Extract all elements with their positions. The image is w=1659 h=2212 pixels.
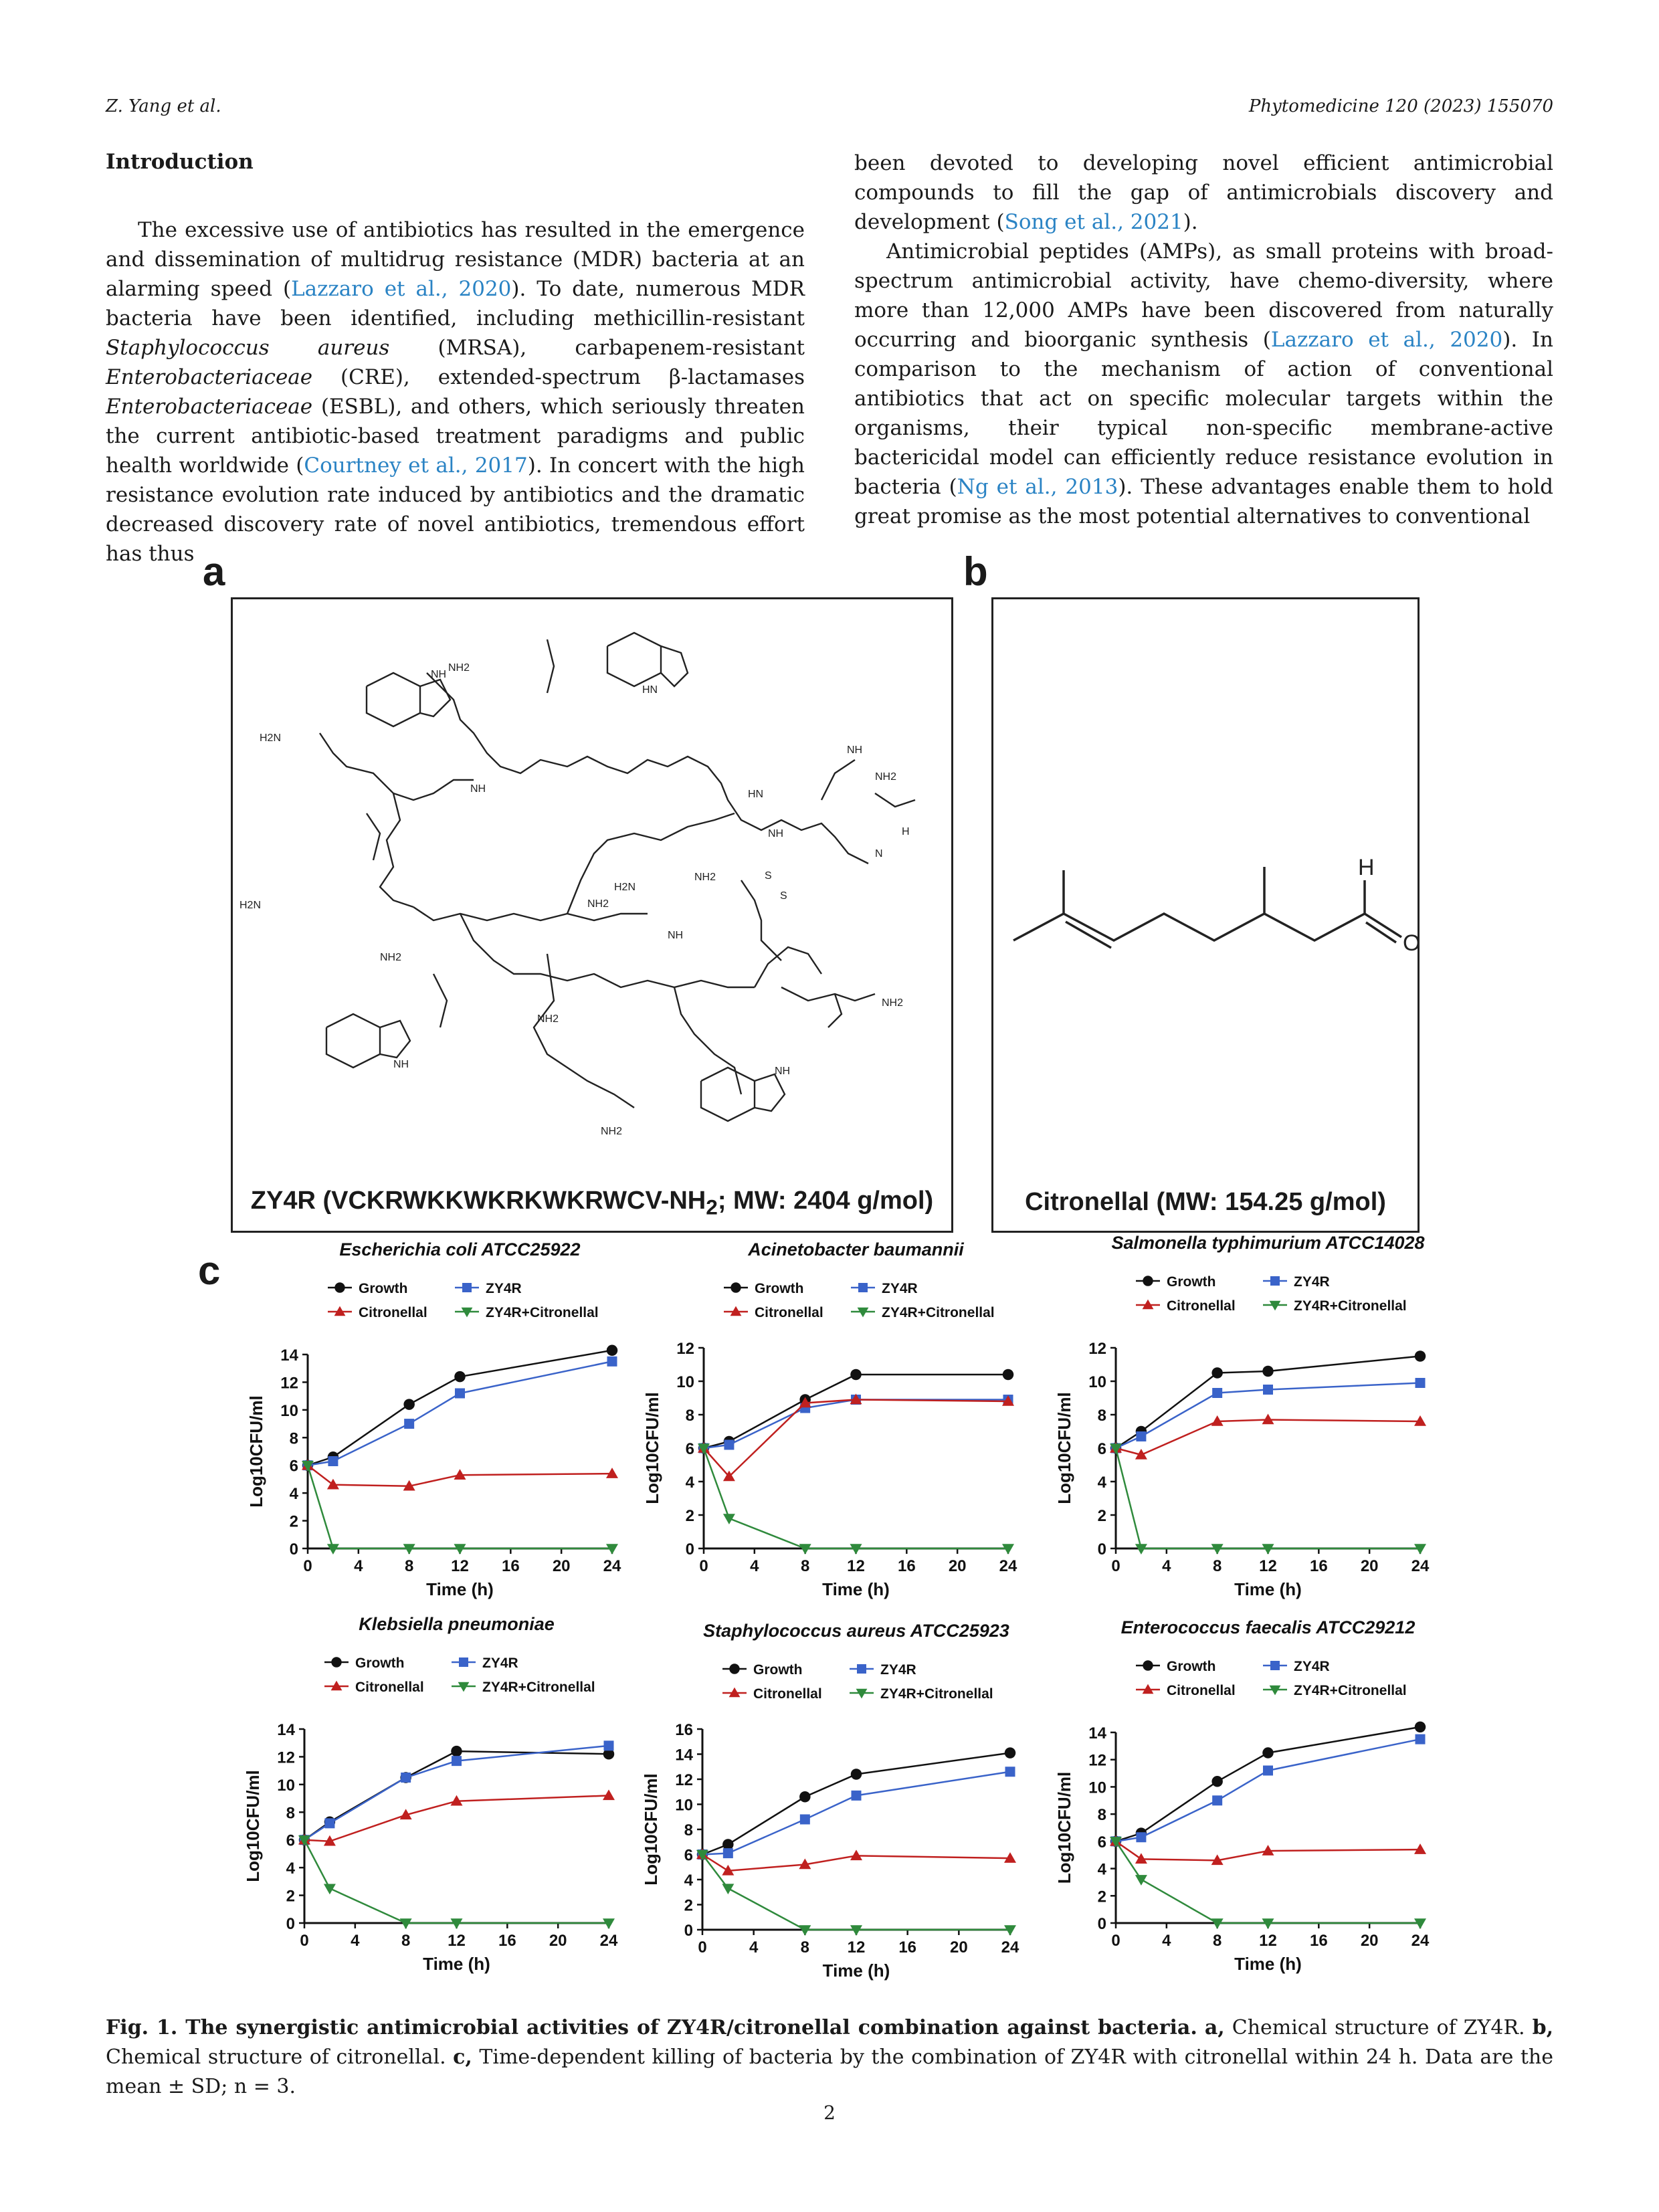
data-point (850, 1369, 862, 1381)
series-line (704, 1375, 1008, 1448)
data-point (404, 1419, 414, 1429)
y-tick-label: 4 (685, 1474, 694, 1492)
legend-label: ZY4R (882, 1281, 918, 1296)
y-tick-label: 6 (1097, 1833, 1106, 1851)
y-tick-label: 2 (685, 1507, 694, 1525)
y-tick-label: 2 (684, 1896, 693, 1915)
y-tick-label: 6 (685, 1440, 694, 1458)
data-point (403, 1399, 415, 1410)
legend-label: ZY4R (880, 1662, 916, 1678)
chart-title: Klebsiella pneumoniae (359, 1614, 555, 1634)
citation-link[interactable]: Lazzaro et al., 2020 (1270, 328, 1503, 352)
atom-label: S (780, 890, 787, 902)
legend-label: ZY4R+Citronellal (882, 1305, 995, 1320)
x-tick-label: 24 (999, 1557, 1017, 1575)
x-tick-label: 12 (847, 1938, 866, 1956)
data-point (604, 1740, 614, 1750)
atom-label: H2N (239, 900, 262, 911)
data-point (452, 1756, 462, 1766)
data-point (1262, 1366, 1274, 1377)
y-tick-label: 12 (675, 1771, 693, 1789)
chart-title: Staphylococcus aureus ATCC25923 (703, 1621, 1009, 1641)
panel-c-letter: c (198, 1248, 221, 1293)
data-point (800, 1815, 810, 1825)
x-tick-label: 4 (354, 1557, 363, 1575)
legend-label: Growth (755, 1281, 804, 1296)
caption-b-label: b, (1532, 2016, 1554, 2039)
legend-label: ZY4R (486, 1281, 522, 1296)
y-tick-label: 12 (277, 1748, 295, 1767)
x-tick-label: 0 (1111, 1557, 1120, 1575)
figure-caption (106, 2013, 1553, 2102)
data-point (1263, 1766, 1273, 1776)
x-tick-label: 16 (897, 1557, 916, 1575)
data-point (1212, 1388, 1222, 1398)
data-point (1416, 1734, 1426, 1744)
x-tick-label: 24 (1411, 1932, 1430, 1950)
y-tick-label: 8 (1097, 1407, 1106, 1425)
citation-link[interactable]: Courtney et al., 2017 (304, 454, 528, 478)
y-tick-label: 0 (289, 1540, 298, 1559)
x-tick-label: 4 (351, 1932, 360, 1950)
y-tick-label: 10 (1088, 1779, 1106, 1797)
atom-label: NH2 (380, 952, 402, 963)
legend-marker (858, 1283, 868, 1292)
data-point (1415, 1722, 1426, 1733)
intro-paragraph-2 (854, 237, 1553, 531)
data-point (401, 1773, 411, 1783)
atom-label: NH2 (694, 872, 716, 883)
legend-label: Citronellal (359, 1305, 427, 1320)
legend-label: ZY4R+Citronellal (482, 1680, 595, 1695)
y-tick-label: 12 (1088, 1751, 1106, 1770)
x-axis-label: Time (h) (423, 1954, 490, 1974)
x-tick-label: 0 (699, 1557, 708, 1575)
data-point (451, 1746, 462, 1757)
legend-label: Citronellal (355, 1680, 424, 1695)
x-axis-label: Time (h) (822, 1579, 890, 1599)
x-tick-label: 8 (1212, 1557, 1222, 1575)
y-tick-label: 10 (1088, 1373, 1106, 1391)
y-tick-label: 14 (675, 1746, 693, 1765)
data-point (328, 1456, 338, 1466)
legend-label: Growth (355, 1655, 405, 1671)
x-tick-label: 8 (800, 1557, 810, 1575)
intro-left-column (106, 147, 805, 569)
x-tick-label: 12 (1259, 1557, 1277, 1575)
caption-c-label: c, (453, 2045, 472, 2069)
legend-label: Citronellal (755, 1305, 823, 1320)
atom-label: N (875, 848, 883, 860)
data-point (1212, 1795, 1222, 1805)
data-point (852, 1791, 862, 1801)
x-tick-label: 0 (1111, 1932, 1120, 1950)
chart-title: Acinetobacter baumannii (748, 1239, 964, 1260)
x-axis-label: Time (h) (822, 1960, 890, 1981)
legend-marker (334, 1282, 345, 1292)
x-tick-label: 20 (949, 1938, 968, 1956)
series-line (308, 1350, 612, 1466)
y-axis-label: Log10CFU/ml (641, 1773, 661, 1886)
y-axis-label: Log10CFU/ml (246, 1395, 266, 1508)
series-line (1116, 1448, 1420, 1548)
legend-marker (459, 1657, 468, 1667)
chart-title: Enterococcus faecalis ATCC29212 (1120, 1617, 1416, 1637)
data-point (1263, 1385, 1273, 1395)
y-tick-label: 12 (280, 1374, 298, 1393)
y-tick-label: 4 (286, 1859, 295, 1878)
atom-label: NH (470, 783, 486, 795)
y-axis-label: Log10CFU/ml (642, 1392, 662, 1504)
x-tick-label: 4 (1162, 1932, 1171, 1950)
y-axis-label: Log10CFU/ml (243, 1770, 263, 1882)
y-tick-label: 6 (684, 1846, 693, 1865)
citation-link[interactable]: Lazzaro et al., 2020 (291, 277, 512, 301)
panel-b-letter: b (963, 549, 988, 594)
data-point (1211, 1367, 1223, 1379)
y-tick-label: 8 (286, 1804, 295, 1823)
y-tick-label: 2 (1097, 1507, 1106, 1525)
series-line (1116, 1727, 1420, 1841)
y-tick-label: 14 (1088, 1724, 1106, 1742)
y-tick-label: 14 (280, 1346, 298, 1365)
legend-label: Citronellal (753, 1686, 822, 1702)
text-run: (CRE), extended-spectrum β-lactamases (312, 365, 805, 389)
y-tick-label: 12 (1088, 1340, 1106, 1358)
series-line (304, 1840, 609, 1923)
y-tick-label: 8 (685, 1407, 694, 1425)
caption-c-text: Time-dependent killing of bacteria by the combination of ZY4R with citronellal within 24 h. Data are the mean ± SD; n = 3. (106, 2045, 1553, 2098)
section-title: Introduction (106, 150, 254, 174)
data-point (324, 1818, 334, 1828)
x-tick-label: 0 (303, 1557, 312, 1575)
x-tick-label: 12 (1259, 1932, 1277, 1950)
y-axis-label: Log10CFU/ml (1054, 1392, 1074, 1504)
citation-link[interactable]: Ng et al., 2013 (957, 475, 1118, 499)
data-point (1416, 1378, 1426, 1388)
citation-link[interactable]: Song et al., 2021 (1004, 210, 1183, 234)
y-tick-label: 4 (684, 1872, 693, 1890)
chart-title: Salmonella typhimurium ATCC14028 (1111, 1233, 1425, 1253)
data-point (1262, 1747, 1274, 1758)
panel-b-structure-box (991, 597, 1420, 1233)
legend-marker (1143, 1660, 1153, 1670)
data-point (607, 1356, 617, 1367)
x-tick-label: 16 (501, 1557, 520, 1575)
series-line (704, 1400, 1008, 1477)
legend-label: Citronellal (1167, 1298, 1236, 1314)
x-tick-label: 0 (698, 1938, 707, 1956)
atom-label: H2N (614, 882, 636, 893)
text-run: ). To date, numerous MDR bacteria have been identified, including methicillin-resistant (106, 277, 805, 330)
italic-term: Enterobacteriaceae (106, 395, 313, 419)
atom-label: NH2 (875, 771, 897, 783)
citronellal-structure-drawing (993, 800, 1421, 1068)
x-tick-label: 24 (1001, 1938, 1019, 1956)
atom-label: NH2 (448, 662, 470, 674)
legend-label: ZY4R (1294, 1274, 1330, 1290)
legend-marker (331, 1657, 341, 1667)
data-point (723, 1514, 735, 1524)
x-tick-label: 12 (451, 1557, 469, 1575)
x-tick-label: 20 (552, 1557, 571, 1575)
atom-label: NH2 (882, 997, 904, 1009)
text-run: (MRSA), carbapenem-resistant (389, 336, 805, 360)
atom-label: NH (768, 828, 784, 839)
y-axis-label: Log10CFU/ml (1054, 1771, 1074, 1884)
data-point (455, 1389, 465, 1399)
atom-label: NH (668, 930, 684, 941)
text-run: (ESBL), and others, which seriously threaten the current antibiotic-based treatment paradigms and public health worldwide ( (106, 395, 805, 478)
intro-paragraph-1 (106, 215, 805, 569)
chart-title: Escherichia coli ATCC25922 (339, 1239, 581, 1260)
y-tick-label: 2 (286, 1887, 295, 1906)
x-tick-label: 4 (749, 1938, 759, 1956)
legend-marker (1270, 1276, 1280, 1286)
atom-label: NH (775, 1066, 791, 1077)
atom-label: NH2 (537, 1013, 559, 1025)
panel-a-letter: a (203, 549, 225, 594)
legend-label: Growth (1167, 1659, 1216, 1674)
legend-marker (857, 1664, 866, 1674)
series-line (704, 1448, 1008, 1548)
y-tick-label: 0 (1097, 1915, 1106, 1933)
y-tick-label: 2 (1097, 1888, 1106, 1906)
series-line (704, 1400, 1008, 1449)
text-run: ). (1183, 210, 1198, 234)
atom-label: H (902, 826, 910, 837)
page-number: 2 (823, 2102, 836, 2124)
x-tick-label: 24 (603, 1557, 621, 1575)
y-tick-label: 10 (277, 1776, 295, 1795)
atom-label: NH (431, 669, 447, 680)
legend-marker (730, 1282, 741, 1292)
x-tick-label: 20 (948, 1557, 967, 1575)
data-point (607, 1345, 618, 1356)
x-tick-label: 20 (549, 1932, 567, 1950)
atom-label: NH2 (587, 898, 609, 910)
x-tick-label: 20 (1360, 1932, 1379, 1950)
y-tick-label: 0 (286, 1915, 295, 1933)
legend-marker (1270, 1661, 1280, 1670)
data-point (724, 1440, 734, 1450)
x-tick-label: 4 (1162, 1557, 1171, 1575)
legend-marker (729, 1664, 739, 1674)
y-tick-label: 10 (280, 1401, 298, 1420)
text-run: ). In comparison to the mechanism of action of conventional antibiotics that act on specific molecular targets within the organisms, their typical non-specific membrane-active bactericidal model can efficiently reduce resistance evolution in bacteria ( (854, 328, 1554, 499)
italic-term: Enterobacteriaceae (106, 365, 313, 389)
text-run: ). In concert with the high resistance evolution rate induced by antibiotics and the dramatic decreased discovery rate of novel antibiotics, tremendous effort has thus (106, 454, 805, 566)
data-point (1211, 1776, 1223, 1787)
atom-label: H2N (260, 732, 282, 744)
x-tick-label: 24 (1411, 1557, 1430, 1575)
y-tick-label: 8 (684, 1821, 693, 1839)
legend-label: Growth (1167, 1274, 1216, 1290)
atom-label: HN (642, 684, 658, 696)
aldehyde-h-label: H (1358, 855, 1375, 880)
y-tick-label: 4 (1097, 1860, 1106, 1879)
y-tick-label: 2 (289, 1512, 298, 1531)
data-point (1003, 1369, 1014, 1381)
y-tick-label: 6 (289, 1457, 298, 1476)
data-point (1135, 1875, 1147, 1886)
y-tick-label: 14 (277, 1721, 295, 1739)
legend-label: ZY4R (1294, 1659, 1330, 1674)
atom-label: HN (748, 789, 764, 800)
data-point (454, 1371, 466, 1383)
x-axis-label: Time (h) (1234, 1579, 1302, 1599)
x-tick-label: 16 (1309, 1557, 1328, 1575)
x-tick-label: 16 (498, 1932, 516, 1950)
legend-marker (1143, 1276, 1153, 1286)
text-run: been devoted to developing novel efficient antimicrobial compounds to fill the gap of antimicrobials discovery and development ( (854, 151, 1553, 234)
legend-marker (462, 1283, 472, 1292)
x-tick-label: 12 (448, 1932, 466, 1950)
data-point (851, 1769, 862, 1780)
y-tick-label: 10 (675, 1796, 693, 1815)
italic-term: Staphylococcus aureus (106, 336, 390, 360)
data-point (723, 1848, 733, 1858)
x-tick-label: 24 (599, 1932, 618, 1950)
y-tick-label: 8 (1097, 1806, 1106, 1825)
legend-label: ZY4R+Citronellal (1294, 1298, 1407, 1314)
x-axis-label: Time (h) (1234, 1954, 1302, 1974)
text-run: Antimicrobial peptides (AMPs), as small proteins with broad-spectrum antimicrobial activity, have chemo-diversity, where more than 12,000 AMPs have been discovered from naturally occurring and bioorganic synthesis ( (854, 239, 1553, 352)
x-tick-label: 16 (898, 1938, 917, 1956)
zy4r-caption-text: ZY4R (VCKRWKKWKRKWKRWCV-NH (250, 1187, 706, 1215)
x-tick-label: 8 (1212, 1932, 1222, 1950)
atom-label: NH (847, 744, 863, 756)
data-point (722, 1884, 734, 1894)
y-tick-label: 6 (286, 1831, 295, 1850)
zy4r-structure-drawing (233, 599, 951, 1161)
legend-label: ZY4R (482, 1655, 518, 1671)
caption-a-label: a, (1204, 2016, 1225, 2039)
zy4r-caption-subscript: 2 (706, 1195, 718, 1219)
legend-label: Growth (753, 1662, 803, 1678)
y-tick-label: 0 (1097, 1540, 1106, 1559)
x-axis-label: Time (h) (426, 1579, 494, 1599)
series-line (702, 1753, 1010, 1855)
peptide-bonds (320, 633, 915, 1121)
x-tick-label: 16 (1309, 1932, 1328, 1950)
legend-label: ZY4R+Citronellal (1294, 1683, 1407, 1698)
y-tick-label: 16 (675, 1721, 693, 1739)
x-tick-label: 20 (1360, 1557, 1379, 1575)
data-point (1136, 1431, 1146, 1441)
panel-b-caption: Citronellal (MW: 154.25 g/mol) (1025, 1188, 1386, 1216)
intro-paragraph-1-cont (854, 148, 1553, 237)
x-tick-label: 12 (847, 1557, 865, 1575)
panel-c-charts (0, 1233, 1659, 1981)
y-tick-label: 4 (1097, 1474, 1106, 1492)
panel-a-caption (233, 1187, 951, 1220)
running-header-journal: Phytomedicine 120 (2023) 155070 (1248, 96, 1553, 116)
data-point (1005, 1747, 1016, 1758)
legend-label: Citronellal (1167, 1683, 1236, 1698)
zy4r-caption-mw: ; MW: 2404 g/mol) (717, 1187, 934, 1215)
x-tick-label: 4 (750, 1557, 759, 1575)
series-line (702, 1855, 1010, 1930)
data-point (324, 1884, 336, 1894)
data-point (1005, 1767, 1015, 1777)
atom-labels (239, 662, 910, 1137)
x-tick-label: 8 (800, 1938, 810, 1956)
legend-label: Growth (359, 1281, 408, 1296)
text-run: ). These advantages enable them to hold great promise as the most potential alternatives to conventional (854, 475, 1553, 528)
y-tick-label: 10 (676, 1373, 694, 1391)
x-tick-label: 8 (401, 1932, 411, 1950)
y-tick-label: 0 (685, 1540, 694, 1559)
legend-label: ZY4R+Citronellal (880, 1686, 993, 1702)
data-point (799, 1791, 811, 1803)
caption-lead: Fig. 1. The synergistic antimicrobial activities of ZY4R/citronellal combination against bacteria. (106, 2016, 1197, 2039)
legend-label: ZY4R+Citronellal (486, 1305, 599, 1320)
running-header-authors: Z. Yang et al. (106, 96, 221, 116)
y-tick-label: 4 (289, 1485, 298, 1504)
x-tick-label: 8 (404, 1557, 414, 1575)
y-tick-label: 8 (289, 1429, 298, 1448)
panel-a-structure-box (231, 597, 953, 1233)
atom-label: S (765, 870, 772, 882)
intro-right-column (854, 148, 1553, 531)
text-run: The excessive use of antibiotics has resulted in the emergence and dissemination of multidrug resistance (MDR) bacteria at an alarming speed ( (106, 218, 805, 301)
x-tick-label: 0 (300, 1932, 309, 1950)
caption-b-text: Chemical structure of citronellal. (106, 2045, 454, 2069)
data-point (603, 1789, 615, 1800)
data-point (1136, 1832, 1146, 1842)
data-point (1415, 1350, 1426, 1362)
atom-label: NH (393, 1059, 409, 1070)
aldehyde-o-label: O (1403, 930, 1421, 956)
series-line (702, 1772, 1010, 1855)
y-tick-label: 6 (1097, 1440, 1106, 1458)
caption-a-text: Chemical structure of ZY4R. (1224, 2016, 1533, 2039)
atom-label: NH2 (601, 1126, 623, 1137)
y-tick-label: 12 (676, 1340, 694, 1358)
y-tick-label: 0 (684, 1922, 693, 1940)
